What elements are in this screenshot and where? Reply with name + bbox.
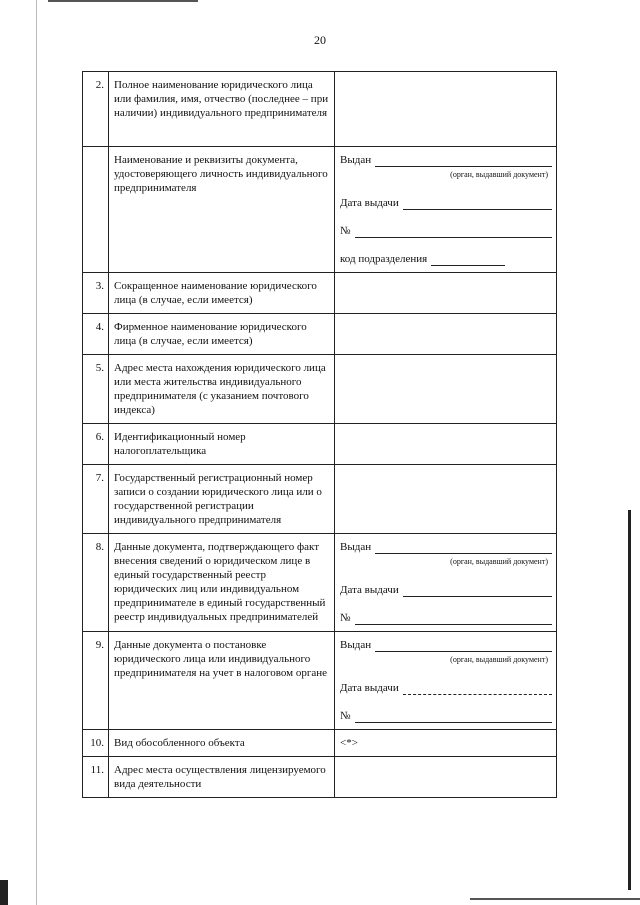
address-field[interactable]	[335, 355, 557, 424]
row-number: 8.	[83, 534, 109, 632]
row-label: Государственный регистрационный номер записи о создании юридического лица или о государственной регистрации индивидуального предпринимателя	[109, 465, 335, 534]
issued-field[interactable]	[340, 638, 552, 652]
division-code-label: код подразделения	[340, 253, 428, 265]
trade-name-field[interactable]	[335, 314, 557, 355]
issue-date-label: Дата выдачи	[340, 682, 399, 694]
table-row	[83, 72, 557, 147]
row-number: 11.	[83, 757, 109, 798]
row-number: 5.	[83, 355, 109, 424]
id-document-fields	[335, 147, 557, 273]
issue-date-field[interactable]	[340, 583, 552, 597]
row-label: Идентификационный номер налогоплательщика	[109, 424, 335, 465]
row-number: 6.	[83, 424, 109, 465]
table-row	[83, 355, 557, 424]
document-number-field[interactable]	[340, 709, 552, 723]
row-number	[83, 147, 109, 273]
issued-label: Выдан	[340, 154, 372, 166]
full-name-field[interactable]	[335, 72, 557, 147]
document-number-field[interactable]	[340, 224, 552, 238]
activity-address-field[interactable]	[335, 757, 557, 798]
issue-date-label: Дата выдачи	[340, 197, 399, 209]
row-label: Фирменное наименование юридического лица (в случае, если имеется)	[109, 314, 335, 355]
row-number: 4.	[83, 314, 109, 355]
tax-document-fields	[335, 632, 557, 730]
number-label: №	[340, 710, 351, 722]
number-label: №	[340, 225, 351, 237]
table-row	[83, 534, 557, 632]
row-label: Адрес места осуществления лицензируемого вида деятельности	[109, 757, 335, 798]
row-number: 9.	[83, 632, 109, 730]
table-row	[83, 465, 557, 534]
issue-date-field[interactable]	[340, 196, 552, 210]
row-number: 7.	[83, 465, 109, 534]
registry-document-fields	[335, 534, 557, 632]
issued-caption: (орган, выдавший документ)	[450, 557, 548, 566]
division-code-field[interactable]	[340, 252, 552, 266]
table-row	[83, 314, 557, 355]
scan-artifact-right	[628, 510, 631, 890]
inn-field[interactable]	[335, 424, 557, 465]
short-name-field[interactable]	[335, 273, 557, 314]
issued-caption: (орган, выдавший документ)	[450, 170, 548, 179]
scan-artifact-bottom	[470, 898, 640, 900]
scan-artifact-left	[36, 0, 37, 905]
row-label: Наименование и реквизиты документа, удостоверяющего личность индивидуального предпринимателя	[109, 147, 335, 273]
page-number: 20	[314, 33, 326, 47]
table-row	[83, 757, 557, 798]
row-number: 10.	[83, 730, 109, 757]
row-number: 3.	[83, 273, 109, 314]
row-label: Адрес места нахождения юридического лица или места жительства индивидуального предпринимателя (с указанием почтового индекса)	[109, 355, 335, 424]
license-application-table	[82, 71, 557, 798]
issued-field[interactable]	[340, 540, 552, 554]
table-row	[83, 730, 557, 757]
table-row	[83, 147, 557, 273]
table-row	[83, 424, 557, 465]
number-label: №	[340, 612, 351, 624]
issued-label: Выдан	[340, 639, 372, 651]
issue-date-label: Дата выдачи	[340, 584, 399, 596]
row-label: Сокращенное наименование юридического лица (в случае, если имеется)	[109, 273, 335, 314]
row-label: Вид обособленного объекта	[109, 730, 335, 757]
registration-number-field[interactable]	[335, 465, 557, 534]
row-label: Данные документа о постановке юридического лица или индивидуального предпринимателя на учет в налоговом органе	[109, 632, 335, 730]
row-label: Полное наименование юридического лица или фамилия, имя, отчество (последнее – при наличии) индивидуального предпринимателя	[109, 72, 335, 147]
object-type-field[interactable]: <*>	[335, 730, 557, 757]
row-label: Данные документа, подтверждающего факт внесения сведений о юридическом лице в единый государственный реестр юридических лиц или индивидуальном предпринимателе в единый государственный реестр индивидуальных предпринимателей	[109, 534, 335, 632]
scan-artifact-corner	[0, 880, 8, 905]
issued-field[interactable]	[340, 153, 552, 167]
scan-artifact-top	[48, 0, 198, 2]
table-row	[83, 632, 557, 730]
document-number-field[interactable]	[340, 611, 552, 625]
issued-caption: (орган, выдавший документ)	[450, 655, 548, 664]
row-number: 2.	[83, 72, 109, 147]
issue-date-field[interactable]	[340, 681, 552, 695]
issued-label: Выдан	[340, 541, 372, 553]
table-row	[83, 273, 557, 314]
